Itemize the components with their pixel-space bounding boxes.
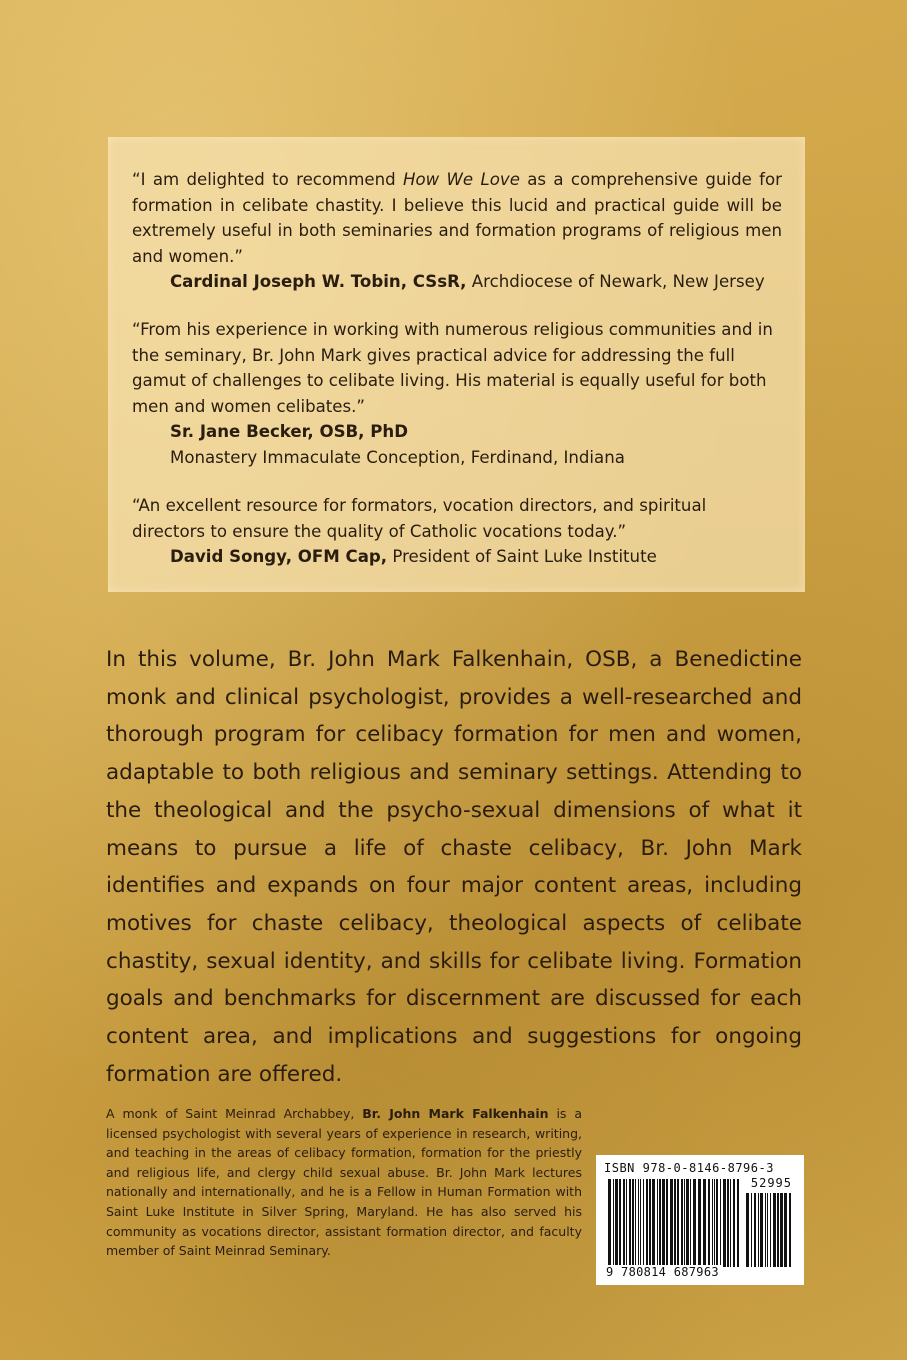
- barcode-bar: [751, 1193, 752, 1267]
- endorsement-quote-3: “An excellent resource for formators, vocation directors, and spiritual directors to ensure the quality of Catholic vocations today.” David Songy, OFM Cap, President of Saint Luke Institute: [132, 493, 782, 570]
- barcode-bar: [619, 1179, 621, 1267]
- barcode-bar: [693, 1179, 696, 1267]
- book-description: In this volume, Br. John Mark Falkenhain, OSB, a Benedictine monk and clinical psychologist, provides a well-researched and thorough program for celibacy formation for men and women, adaptable to both religious and seminary settings. Attending to the theological and the psycho-sexual dimensions of what it means to pursue a life of chaste celibacy, Br. John Mark identifies and expands on four major content areas, including motives for chaste celibacy, theological aspects of celibate chastity, sexual identity, and skills for celibate living. Formation goals and benchmarks for discernment are discussed for each content area, and implications and suggestions for ongoing formation are offered.: [106, 647, 802, 1087]
- barcode-bar: [674, 1179, 676, 1267]
- barcode-bar: [608, 1179, 611, 1267]
- barcode-bar: [698, 1179, 701, 1267]
- barcode-bar: [712, 1179, 713, 1267]
- isbn-label: ISBN 978-0-8146-8796-3: [604, 1161, 774, 1175]
- author-name: Br. John Mark Falkenhain: [362, 1106, 549, 1121]
- barcode-bar: [684, 1179, 685, 1267]
- barcode-bar: [746, 1193, 749, 1267]
- price-barcode-bars: [746, 1193, 794, 1267]
- barcode-bar: [615, 1179, 618, 1267]
- barcode-bar: [777, 1193, 779, 1267]
- endorsement-quote-2: “From his experience in working with numerous religious communities and in the seminary, Br. John Mark gives practical advice for addressing the full gamut of challenges to celibate living. His material is equally useful for both men and women celibates.” Sr. Jane Becker, OSB, PhD Monastery Immaculate Conception, Ferdinand, Indiana: [132, 317, 782, 470]
- barcode-bar: [662, 1179, 665, 1267]
- barcode-bar: [659, 1179, 661, 1267]
- barcode-bar: [638, 1179, 639, 1267]
- barcode-bar: [666, 1179, 668, 1267]
- barcode-bar: [703, 1179, 706, 1267]
- barcode-bar: [720, 1179, 721, 1267]
- barcode-bar: [657, 1179, 658, 1267]
- barcode-bar: [643, 1179, 644, 1267]
- barcode-bar: [646, 1179, 648, 1267]
- barcode-bar: [758, 1193, 759, 1267]
- barcode-bar: [686, 1179, 689, 1267]
- barcode-bar: [716, 1179, 718, 1267]
- barcode-bar: [629, 1179, 631, 1267]
- barcode-bar: [770, 1193, 771, 1267]
- barcode-bar: [773, 1193, 776, 1267]
- barcode-bar: [670, 1179, 673, 1267]
- barcode-bar: [760, 1193, 763, 1267]
- barcode-bar: [730, 1179, 731, 1267]
- barcode-bar: [767, 1193, 768, 1267]
- ean-barcode-bars: [608, 1179, 742, 1267]
- barcode-bar: [784, 1193, 787, 1267]
- endorsement-quote-1: “I am delighted to recommend How We Love as a comprehensive guide for formation in celibate chastity. I believe this lucid and practical guide will be extremely useful in both seminaries and formation programs of religious men and women.” Cardinal Joseph W. Tobin, CSsR, Archdiocese of Newark, New Jersey: [132, 167, 782, 295]
- barcode-bar: [789, 1193, 791, 1267]
- barcode-bar: [652, 1179, 655, 1267]
- barcode-bar: [780, 1193, 783, 1267]
- barcode-bar: [737, 1179, 739, 1267]
- barcode-bar: [681, 1179, 683, 1267]
- endorsement-affiliation-2: Monastery Immaculate Conception, Ferdinand, Indiana: [170, 447, 625, 467]
- endorsements-panel: [108, 137, 805, 592]
- barcode-bar: [677, 1179, 679, 1267]
- barcode-bar: [640, 1179, 641, 1267]
- price-code: 52995: [750, 1176, 792, 1190]
- book-title: How We Love: [402, 170, 520, 189]
- endorsement-attribution-2: Sr. Jane Becker, OSB, PhD: [170, 422, 409, 441]
- barcode-bar: [765, 1193, 766, 1267]
- isbn-barcode: [596, 1155, 804, 1285]
- author-bio: A monk of Saint Meinrad Archabbey, Br. John Mark Falkenhain is a licensed psychologist with several years of experience in research, writing, and teaching in the areas of celibacy formation, formation for the priestly and religious life, and clergy child sexual abuse. Br. John Mark lectures nationally and internationally, and he is a Fellow in Human Formation with Saint Luke Institute in Silver Spring, Maryland. He has also served his community as vocations director, assistant formation director, and faculty member of Saint Meinrad Seminary.: [106, 1106, 583, 1259]
- barcode-bar: [613, 1179, 614, 1267]
- barcode-bar: [708, 1179, 710, 1267]
- barcode-bar: [733, 1179, 735, 1267]
- barcode-bar: [626, 1179, 627, 1267]
- barcode-bar: [632, 1179, 634, 1267]
- barcode-bar: [635, 1179, 636, 1267]
- barcode-bar: [649, 1179, 651, 1267]
- barcode-bar: [690, 1179, 691, 1267]
- barcode-bar: [723, 1179, 726, 1267]
- barcode-digits: 9 780814 687963: [606, 1265, 719, 1279]
- barcode-bar: [714, 1179, 715, 1267]
- barcode-bar: [623, 1179, 625, 1267]
- endorsement-attribution-1: Cardinal Joseph W. Tobin, CSsR, Archdiocese of Newark, New Jersey: [170, 272, 765, 291]
- endorsement-attribution-3: David Songy, OFM Cap, President of Saint Luke Institute: [170, 547, 657, 566]
- barcode-bar: [727, 1179, 729, 1267]
- barcode-bar: [754, 1193, 756, 1267]
